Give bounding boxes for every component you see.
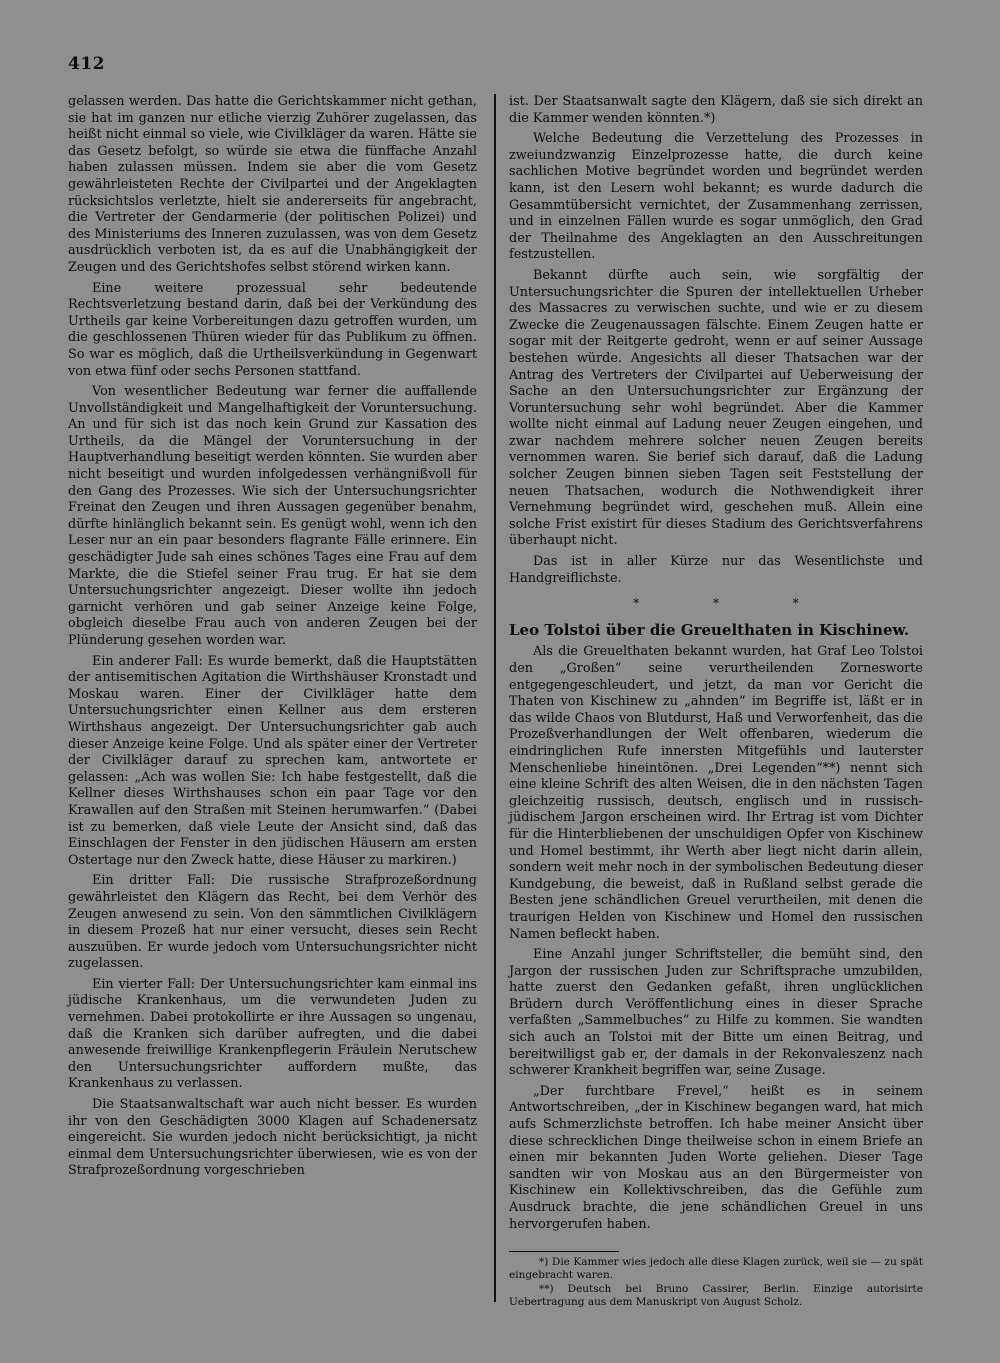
- left-paragraph-4: Ein anderer Fall: Es wurde bemerkt, daß die Hauptstätten der antisemitischen Agitation die Wirthshäuser Kronstadt und Moskau waren. Einer der Civilkläger hatte dem Untersuchungsrichter einen Kellner aus dem ersteren Wirthshaus angezeigt. Der Untersuchungsrichter gab auch dieser Anzeige keine Folge. Und als später einer der Vertreter der Civilkläger darauf zu sprechen kam, antwortete er gelassen: „Ach was wollen Sie: Ich habe festgestellt, daß die Kellner dieses Wirthshauses schon ein paar Tage vor den Krawallen auf den Straßen mit Steinen herumwarfen.“ (Dabei ist zu bemerken, daß viele Leute der Ansicht sind, daß das Einschlagen der Fenster in den jüdischen Häusern am ersten Ostertage nur den Zweck hatte, diese Häuser zu markiren.): [68, 653, 477, 868]
- footnote-1: *) Die Kammer wies jedoch alle diese Klagen zurück, weil sie — zu spät eingebracht waren.: [509, 1256, 923, 1282]
- left-column: [68, 94, 477, 1184]
- footnote-2: **) Deutsch bei Bruno Cassirer, Berlin. Einzige autorisirte Uebertragung aus dem Manuskript von August Scholz.: [509, 1283, 923, 1309]
- left-paragraph-3: Von wesentlicher Bedeutung war ferner die auffallende Unvollständigkeit und Mangelhaftigkeit der Voruntersuchung. An und für sich ist das noch kein Grund zur Kassation des Urtheils, da die Mängel der Voruntersuchung in der Hauptverhandlung beseitigt werden könnten. Sie wurden aber nicht beseitigt und wurden infolgedessen verhängnißvoll für den Gang des Prozesses. Wie sich der Untersuchungsrichter Freinat den Zeugen und ihren Aussagen gegenüber benahm, dürfte hinlänglich bekannt sein. Es genügt wohl, wenn ich den Leser nur an ein paar besonders flagrante Fälle erinnere. Ein geschädigter Jude sah eines schönes Tages eine Frau auf dem Markte, die die Stiefel seiner Frau trug. Er hat sie dem Untersuchungsrichter angezeigt. Dieser wollte ihn jedoch garnicht verhören und gab seiner Anzeige keine Folge, obgleich dieselbe Frau auch von anderen Zeugen bei der Plünderung gesehen worden war.: [68, 384, 477, 648]
- right-paragraph-1: Welche Bedeutung die Verzettelung des Prozesses in zweiundzwanzig Einzelprozesse hatte, die durch keine sachlichen Motive begründet worden und begründet werden kann, ist den Lesern wohl bekannt; es wurde dadurch die Gesammtübersicht vernichtet, der Zusammenhang zerrissen, und in einzelnen Fällen wurde es sogar unmöglich, den Grad der Theilnahme des Angeklagten an den Ausschreitungen festzustellen.: [509, 131, 923, 263]
- column-divider: [494, 94, 496, 1302]
- article-paragraph-3: „Der furchtbare Frevel,“ heißt es in seinem Antwortschreiben, „der in Kischinew begangen ward, hat mich aufs Schmerzlichste betroffen. Ich habe meiner Ansicht über diese schrecklichen Dinge theilweise schon in einem Briefe an einen mir bekannten Juden Worte geliehen. Dieser Tage sandten wir von Moskau aus an den Bürgermeister von Kischinew ein Kollektivschreiben, das die Gefühle zum Ausdruck brachte, die jene schändlichen Greuel in uns hervorgerufen haben.: [509, 1083, 923, 1232]
- left-paragraph-1: gelassen werden. Das hatte die Gerichtskammer nicht gethan, sie hat im ganzen nur etliche vierzig Zuhörer zugelassen, das heißt nicht einmal so viele, wie Civilkläger da waren. Hätte sie das Gesetz befolgt, so würde sie etwa die fünffache Anzahl haben zulassen müssen. Indem sie aber die vom Gesetz gewährleisteten Rechte der Civilpartei und der Angeklagten rücksichtslos verletzte, hielt sie andererseits für angebracht, die Vertreter der Gendarmerie (der politischen Polizei) und des Ministeriums des Inneren zuzulassen, was von dem Gesetz ausdrücklich verboten ist, da es auf die Unabhängigkeit der Zeugen und des Gerichtshofes selbst störend wirken kann.: [68, 94, 477, 275]
- left-paragraph-2: Eine weitere prozessual sehr bedeutende Rechtsverletzung bestand darin, daß bei der Verkündung des Urtheils gar keine Vorbereitungen dazu getroffen wurden, um die geschlossenen Thüren wieder für das Publikum zu öffnen. So war es möglich, daß die Urtheilsverkündung in Gegenwart von etwa fünf oder sechs Personen stattfand.: [68, 280, 477, 379]
- page-number: 412: [68, 54, 105, 74]
- left-paragraph-5: Ein dritter Fall: Die russische Strafprozeßordnung gewährleistet den Klägern das Recht, bei dem Verhör des Zeugen anwesend zu sein. Von den sämmtlichen Civilklägern in diesem Prozeß hat nur einer versucht, dieses sein Recht auszuüben. Er wurde jedoch vom Untersuchungsrichter nicht zugelassen.: [68, 873, 477, 972]
- right-paragraph-2: Bekannt dürfte auch sein, wie sorgfältig der Untersuchungsrichter die Spuren der intellektuellen Urheber des Massacres zu verwischen suchte, und wie er zu diesem Zwecke die Zeugenaussagen fälschte. Einem Zeugen hatte er sogar mit der Reitgerte gedroht, wenn er auf seiner Aussage bestehen würde. Angesichts all dieser Thatsachen war der Antrag des Vertreters der Civilpartei auf Ueberweisung der Sache an den Untersuchungsrichter zur Ergänzung der Voruntersuchung sehr wohl begründet. Aber die Kammer wollte nicht einmal auf Ladung neuer Zeugen eingehen, und zwar nachdem mehrere solcher neuen Zeugen bereits vernommen waren. Sie berief sich darauf, daß die Ladung solcher Zeugen binnen sieben Tagen seit Feststellung der neuen Thatsachen, wodurch die Nothwendigkeit ihrer Vernehmung begründet wird, geschehen muß. Allein eine solche Frist existirt für dieses Stadium des Gerichtsverfahrens überhaupt nicht.: [509, 267, 923, 549]
- right-column: [509, 94, 923, 1310]
- footnote-rule: [509, 1251, 619, 1252]
- section-separator: * * *: [633, 596, 799, 611]
- left-paragraph-7: Die Staatsanwaltschaft war auch nicht besser. Es wurden ihr von den Geschädigten 3000 Klagen auf Schadenersatz eingereicht. Sie wurden jedoch nicht berücksichtigt, ja nicht einmal dem Untersuchungsrichter überwiesen, wie es von der Strafprozeßordnung vorgeschrieben: [68, 1097, 477, 1179]
- article-paragraph-1: Als die Greuelthaten bekannt wurden, hat Graf Leo Tolstoi den „Großen“ seine verurtheilenden Zornesworte entgegengeschleudert, und jetzt, da man vor Gericht die Thaten von Kischinew zu „ahnden“ im Begriffe ist, läßt er in das wilde Chaos von Blutdurst, Haß und Verworfenheit, das die Prozeßverhandlungen der Welt offenbaren, wiederum die eindringlichen Rufe innersten Mitgefühls und lauterster Menschenliebe hineintönen. „Drei Legenden“**) nennt sich eine kleine Schrift des alten Weisen, die in den nächsten Tagen gleichzeitig russisch, deutsch, englisch und in russisch-jüdischem Jargon erscheinen wird. Ihr Ertrag ist vom Dichter für die Hinterbliebenen der unschuldigen Opfer von Kischinew und Homel bestimmt, ihr Werth aber liegt nicht darin allein, sondern weit mehr noch in der symbolischen Bedeutung dieser Kundgebung, die beweist, daß in Rußland selbst gerade die Besten jene schändlichen Greuel verurtheilen, mit denen die traurigen Helden von Kischinew und Homel den russischen Namen befleckt haben.: [509, 644, 923, 942]
- article-heading: Leo Tolstoi über die Greuelthaten in Kischinew.: [509, 620, 910, 639]
- article-paragraph-2: Eine Anzahl junger Schriftsteller, die bemüht sind, den Jargon der russischen Juden zur Schriftsprache umzubilden, hatte zuerst den Gedanken gefaßt, ihren unglücklichen Brüdern durch Veröffentlichung eines in dieser Sprache verfaßten „Sammelbuches“ zu Hilfe zu kommen. Sie wandten sich auch an Tolstoi mit der Bitte um einen Beitrag, und bereitwilligst gab er, der damals in der Rekonvaleszenz nach schwerer Krankheit begriffen war, seine Zusage.: [509, 947, 923, 1079]
- right-paragraph-3: Das ist in aller Kürze nur das Wesentlichste und Handgreiflichste.: [509, 554, 923, 586]
- left-paragraph-6: Ein vierter Fall: Der Untersuchungsrichter kam einmal ins jüdische Krankenhaus, um die verwundeten Juden zu vernehmen. Dabei protokollirte er ihre Aussagen so ungenau, daß die Kranken sich darüber aufregten, und die dabei anwesende freiwillige Krankenpflegerin Fräulein Nerutschew den Untersuchungsrichter auffordern mußte, das Krankenhaus zu verlassen.: [68, 976, 477, 1092]
- right-continuation: ist. Der Staatsanwalt sagte den Klägern, daß sie sich direkt an die Kammer wenden könnten.*): [509, 94, 923, 126]
